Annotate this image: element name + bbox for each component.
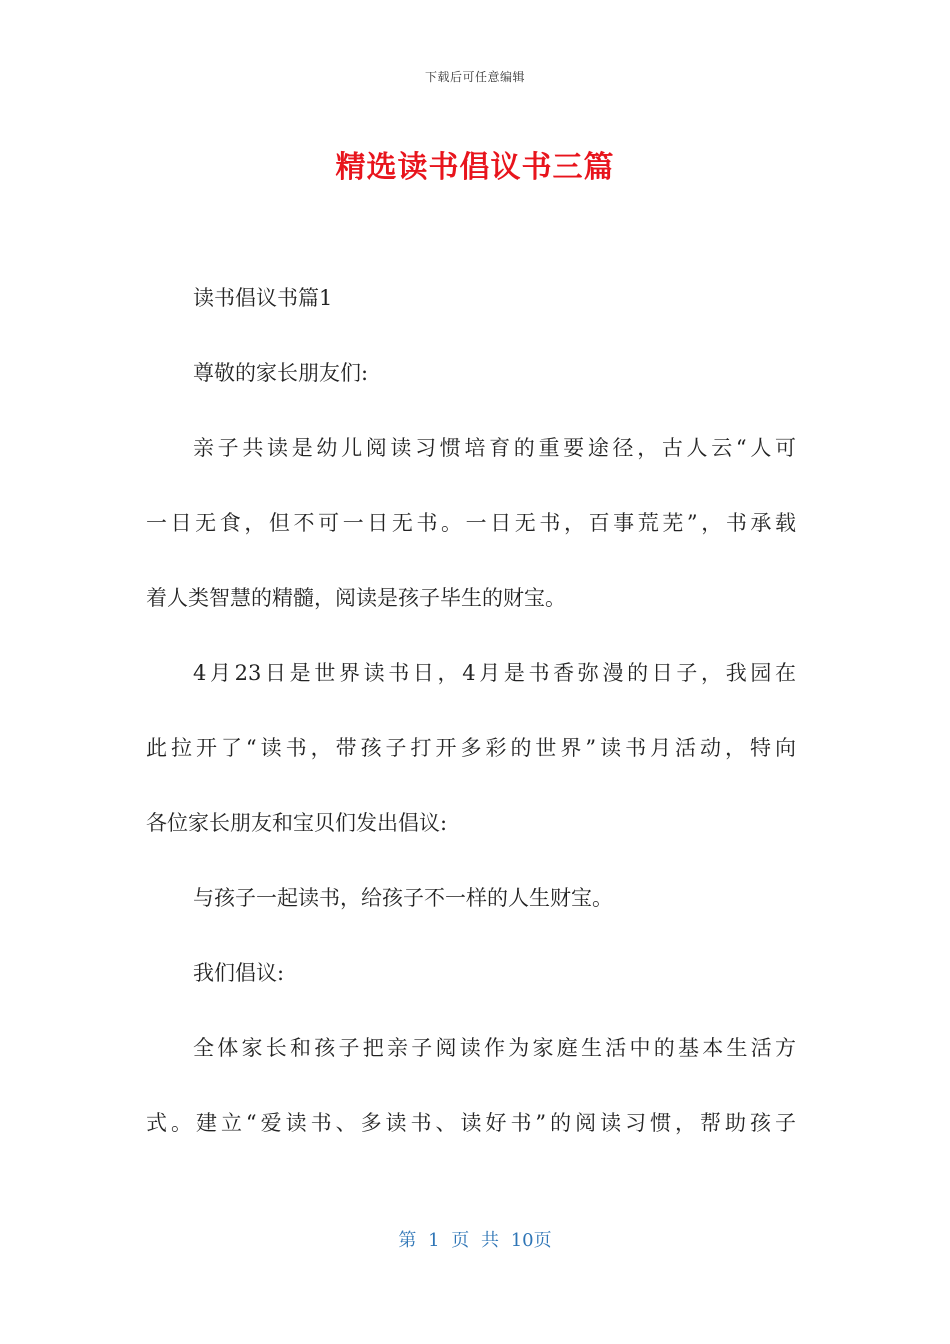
paragraph-line: 我们倡议:	[193, 961, 285, 985]
paragraph-line: 式。建立“爱读书、多读书、读好书”的阅读习惯，帮助孩子	[146, 1111, 796, 1135]
document-body	[146, 278, 796, 1178]
paragraph-line: 亲子共读是幼儿阅读习惯培育的重要途径，古人云“人可	[193, 436, 796, 460]
document-title: 精选读书倡议书三篇	[335, 150, 615, 185]
paragraph-line: 与孩子一起读书，给孩子不一样的人生财宝。	[193, 886, 613, 910]
paragraph-line: 全体家长和孩子把亲子阅读作为家庭生活中的基本生活方	[193, 1036, 796, 1060]
section-heading: 读书倡议书篇1	[193, 286, 333, 310]
page-number-footer: 第 1 页 共 10页	[398, 1230, 552, 1251]
paragraph-line: 一日无食，但不可一日无书。一日无书，百事荒芜”，书承载	[146, 511, 796, 535]
paragraph-line: 各位家长朋友和宝贝们发出倡议:	[146, 811, 448, 835]
header-note: 下载后可任意编辑	[424, 70, 525, 84]
paragraph-line: 着人类智慧的精髓，阅读是孩子毕生的财宝。	[146, 586, 566, 610]
paragraph-line: 此拉开了“读书，带孩子打开多彩的世界”读书月活动，特向	[146, 736, 796, 760]
salutation: 尊敬的家长朋友们:	[193, 361, 369, 385]
paragraph-line: 4月23日是世界读书日，4月是书香弥漫的日子，我园在	[193, 661, 796, 685]
